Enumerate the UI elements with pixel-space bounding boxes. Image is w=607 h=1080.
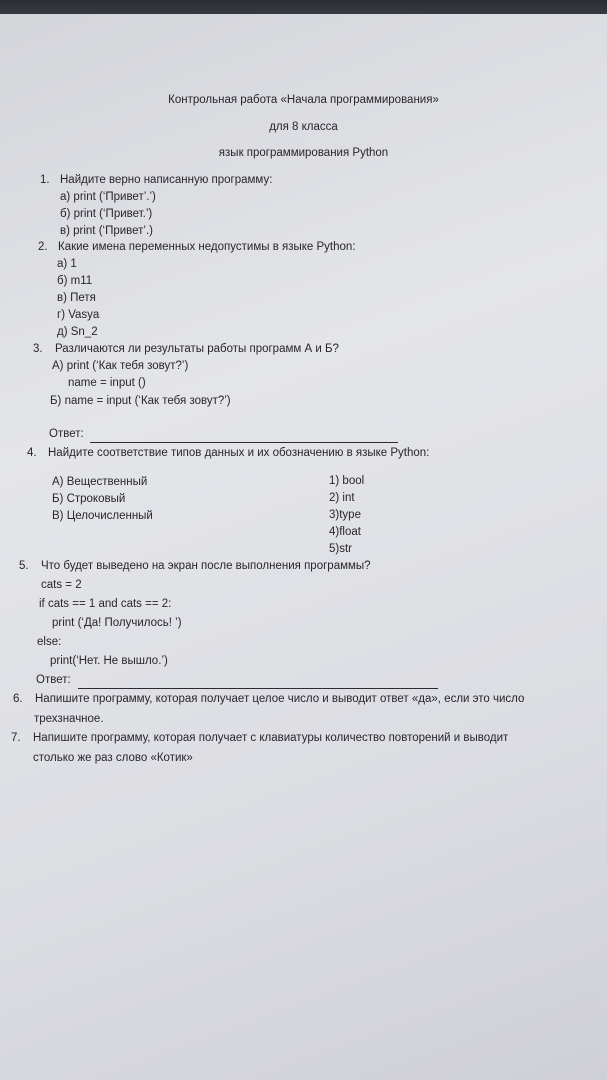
- q7-text-line1: Напишите программу, которая получает с клавиатуры количество повторений и выводит: [33, 732, 509, 744]
- grade-subtitle: для 8 класса: [269, 121, 338, 133]
- q5-code-line1: cats = 2: [41, 579, 82, 591]
- q4-right-2: 2) int: [329, 492, 355, 504]
- q6-text-line2: трехзначное.: [34, 713, 104, 725]
- q6-text-line1: Напишите программу, которая получает целое число и выводит ответ «да», если это число: [35, 693, 525, 705]
- q1-option-a: а) print (‘Привет’.’): [60, 191, 156, 203]
- q5-code-line3: print (‘Да! Получилось! ’): [52, 617, 182, 629]
- worksheet-page: [0, 14, 607, 1080]
- q3-program-b: Б) name = input (‘Как тебя зовут?’): [50, 395, 231, 407]
- q3-text: Различаются ли результаты работы программ А и Б?: [55, 343, 339, 355]
- q5-text: Что будет выведено на экран после выполнения программы?: [41, 560, 371, 572]
- q4-number: 4.: [27, 447, 37, 459]
- q4-left-b: Б) Строковый: [52, 493, 126, 505]
- q5-code-line4: else:: [37, 636, 62, 648]
- q5-answer-line: [78, 688, 438, 689]
- q4-right-4: 4)float: [329, 526, 361, 538]
- q3-answer-line: [90, 442, 398, 443]
- q2-option-b: б) m11: [57, 275, 93, 287]
- q3-program-a-line1: А) print (‘Как тебя зовут?’): [52, 360, 189, 372]
- q4-text: Найдите соответствие типов данных и их обозначению в языке Python:: [48, 447, 430, 459]
- q7-number: 7.: [11, 732, 21, 744]
- q5-code-line2: if cats == 1 and cats == 2:: [39, 598, 172, 610]
- q1-option-c: в) print (‘Привет’.): [60, 225, 154, 237]
- q1-option-b: б) print (‘Привет.’): [60, 208, 153, 220]
- q5-code-line5: print(‘Нет. Не вышло.’): [50, 655, 168, 667]
- q4-right-1: 1) bool: [329, 475, 365, 487]
- q7-text-line2: столько же раз слово «Котик»: [33, 752, 193, 764]
- q6-number: 6.: [13, 693, 23, 705]
- q1-number: 1.: [40, 174, 50, 186]
- q2-option-a: а) 1: [57, 258, 77, 270]
- q5-answer-label: Ответ:: [36, 674, 71, 686]
- q1-text: Найдите верно написанную программу:: [60, 174, 273, 186]
- q5-number: 5.: [19, 560, 29, 572]
- q3-number: 3.: [33, 343, 43, 355]
- language-subtitle: язык программирования Python: [218, 147, 389, 159]
- q4-left-c: В) Целочисленный: [52, 510, 153, 522]
- q2-option-d: г) Vasya: [57, 309, 100, 321]
- q3-program-a-line2: name = input (): [68, 377, 146, 389]
- document-title: Контрольная работа «Начала программирования»: [168, 94, 439, 106]
- q4-right-5: 5)str: [329, 543, 352, 555]
- q3-answer-label: Ответ:: [49, 428, 84, 440]
- q2-option-c: в) Петя: [57, 292, 96, 304]
- q2-number: 2.: [38, 241, 48, 253]
- q2-option-e: д) Sn_2: [57, 326, 98, 338]
- q2-text: Какие имена переменных недопустимы в языке Python:: [58, 241, 356, 253]
- q4-left-a: А) Вещественный: [52, 476, 148, 488]
- q4-right-3: 3)type: [329, 509, 361, 521]
